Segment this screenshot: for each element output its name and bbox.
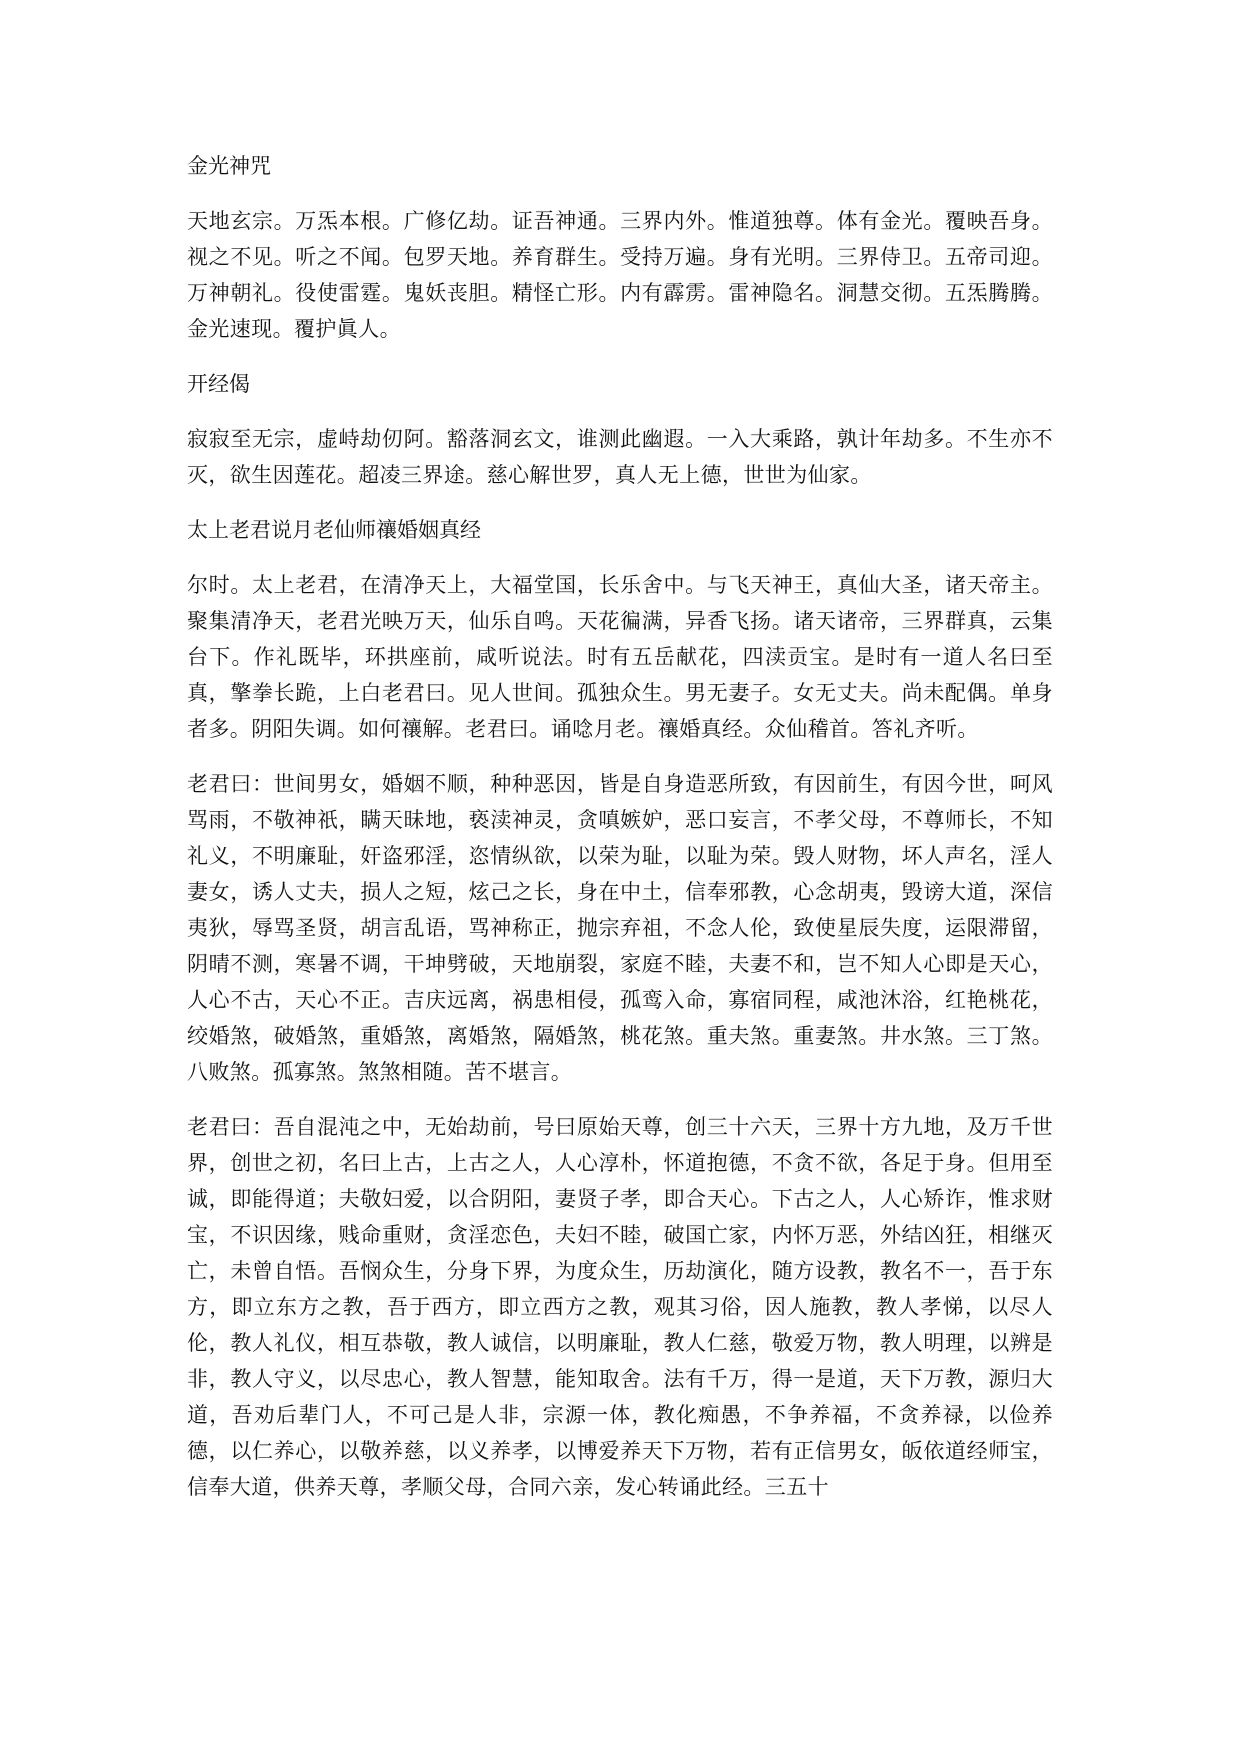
paragraph-kaijing-verse: 寂寂至无宗，虚峙劫仞阿。豁落洞玄文，谁测此幽遐。一入大乘路，孰计年劫多。不生亦不灭，欲生因莲花。超凌三界途。慈心解世罗，真人无上德，世世为仙家。 [187,427,1053,487]
section-title-kaijing: 开经偈 [187,372,250,396]
paragraph-sutra-opening: 尔时。太上老君，在清净天上，大福堂国，长乐舍中。与飞天神王，真仙大圣，诸天帝主。聚集清净天，老君光映万天，仙乐自鸣。天花徧满，异香飞扬。诸天诸帝，三界群真，云集台下。作礼既毕，环拱座前，咸听说法。时有五岳献花，四渎贡宝。是时有一道人名曰至真，擎拳长跪，上白老君曰。见人世间。孤独众生。男无妻子。女无丈夫。尚未配偶。单身者多。阴阳失调。如何禳解。老君曰。诵唸月老。禳婚真经。众仙稽首。答礼齐听。 [187,573,1053,741]
document-page [187,148,1053,1524]
section-title-jinguang: 金光神咒 [187,154,271,178]
paragraph-laojun-speech-1: 老君曰：世间男女，婚姻不顺，种种恶因，皆是自身造恶所致，有因前生，有因今世，呵风骂雨，不敬神祇，瞒天昧地，亵渎神灵，贪嗔嫉妒，恶口妄言，不孝父母，不尊师长，不知礼义，不明廉耻，奸盗邪淫，恣情纵欲，以荣为耻，以耻为荣。毁人财物，坏人声名，淫人妻女，诱人丈夫，损人之短，炫己之长，身在中土，信奉邪教，心念胡夷，毁谤大道，深信夷狄，辱骂圣贤，胡言乱语，骂神称正，抛宗弃祖，不念人伦，致使星辰失度，运限滞留，阴晴不测，寒暑不调，干坤劈破，天地崩裂，家庭不睦，夫妻不和，岂不知人心即是天心，人心不古，天心不正。吉庆远离，祸患相侵，孤鸾入命，寡宿同程，咸池沐浴，红艳桃花，绞婚煞，破婚煞，重婚煞，离婚煞，隔婚煞，桃花煞。重夫煞。重妻煞。井水煞。三丁煞。八败煞。孤寡煞。煞煞相随。苦不堪言。 [187,772,1053,1084]
section-title-sutra: 太上老君说月老仙师禳婚姻真经 [187,518,481,542]
paragraph-jinguang-mantra: 天地玄宗。万炁本根。广修亿劫。证吾神通。三界内外。惟道独尊。体有金光。覆映吾身。视之不见。听之不闻。包罗天地。养育群生。受持万遍。身有光明。三界侍卫。五帝司迎。万神朝礼。役使雷霆。鬼妖丧胆。精怪亡形。内有霹雳。雷神隐名。洞慧交彻。五炁腾腾。金光速现。覆护眞人。 [187,209,1053,341]
paragraph-laojun-speech-2: 老君曰：吾自混沌之中，无始劫前，号曰原始天尊，创三十六天，三界十方九地，及万千世界，创世之初，名曰上古，上古之人，人心淳朴，怀道抱德，不贪不欲，各足于身。但用至诚，即能得道；夫敬妇爱，以合阴阳，妻贤子孝，即合天心。下古之人，人心矫诈，惟求财宝，不识因缘，贱命重财，贪淫恋色，夫妇不睦，破国亡家，内怀万恶，外结凶狂，相继灭亡，未曾自悟。吾悯众生，分身下界，为度众生，历劫演化，随方设教，教名不一，吾于东方，即立东方之教，吾于西方，即立西方之教，观其习俗，因人施教，教人孝悌，以尽人伦，教人礼仪，相互恭敬，教人诚信，以明廉耻，教人仁慈，敬爱万物，教人明理，以辨是非，教人守义，以尽忠心，教人智慧，能知取舍。法有千万，得一是道，天下万教，源归大道，吾劝后辈门人，不可己是人非，宗源一体，教化痴愚，不争养福，不贪养禄，以俭养德，以仁养心，以敬养慈，以义养孝，以博爱养天下万物，若有正信男女，皈依道经师宝，信奉大道，供养天尊，孝顺父母，合同六亲，发心转诵此经。三五十 [187,1115,1053,1499]
